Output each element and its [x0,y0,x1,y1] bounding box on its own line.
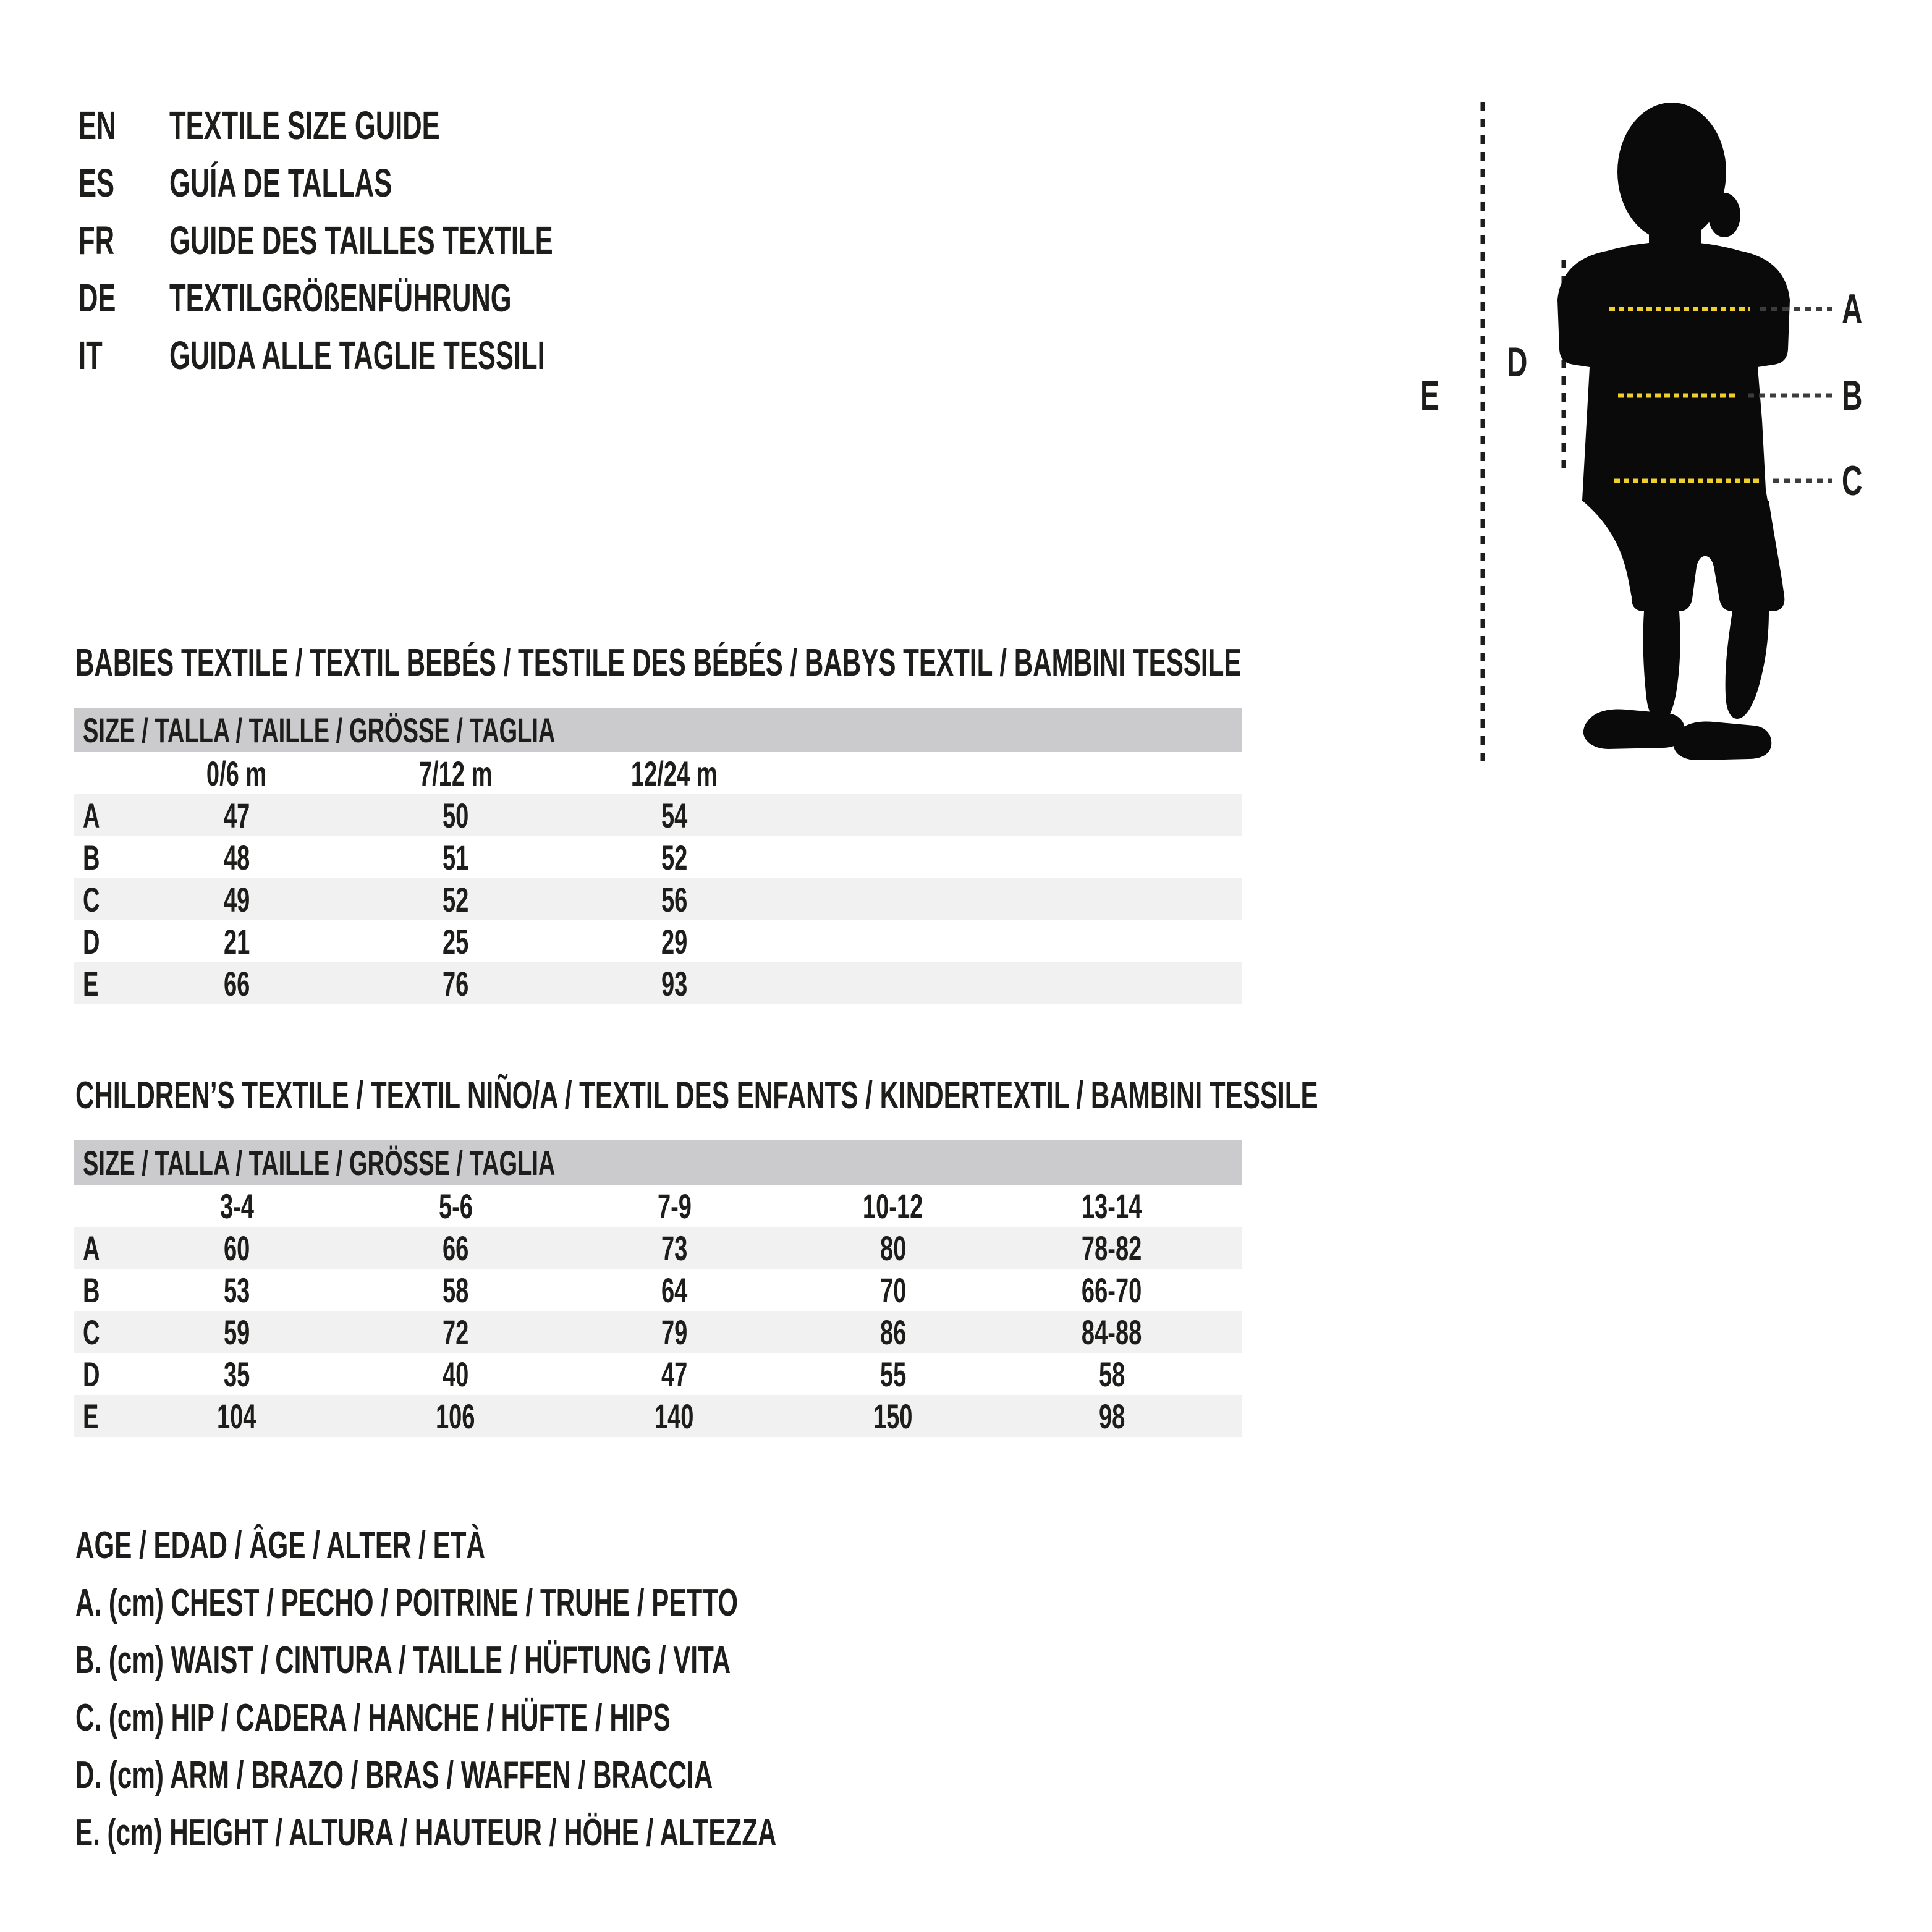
table-cell: 54 [661,795,688,835]
measurement-legend [75,1517,1106,1862]
figure-label-c: C [1842,457,1863,504]
children-section-title: CHILDREN’S TEXTILE / TEXTIL NIÑO/A / TEXTIL DES ENFANTS / KINDERTEXTIL / BAMBINI TESSILE [75,1074,1318,1117]
column-header: 5-6 [438,1186,473,1226]
table-cell: 35 [223,1354,250,1394]
silhouette-shirt [1557,242,1790,501]
legend-line-hip: C. (cm) HIP / CADERA / HANCHE / HÜFTE / HIPS [75,1697,671,1739]
table-cell: 86 [879,1312,907,1352]
language-code: DE [78,276,116,320]
table-row [74,794,1242,836]
language-title: TEXTILE SIZE GUIDE [169,103,440,148]
table-cell: 66 [223,964,250,1003]
table-cell: 49 [223,879,250,919]
table-cell: 93 [661,964,688,1003]
silhouette-hair [1708,193,1740,237]
row-label: C [83,1312,100,1352]
table-cell: 56 [661,879,688,919]
language-title: GUIDE DES TAILLES TEXTILE [169,218,553,263]
legend-line-chest: A. (cm) CHEST / PECHO / POITRINE / TRUHE / PETTO [75,1582,739,1624]
table-row [74,1311,1242,1353]
babies-table-header-band: SIZE / TALLA / TAILLE / GRÖSSE / TAGLIA [74,708,1242,752]
table-row [74,878,1242,920]
table-cell: 80 [879,1228,907,1268]
table-cell: 47 [661,1354,688,1394]
legend-line-arm: D. (cm) ARM / BRAZO / BRAS / WAFFEN / BRACCIA [75,1754,713,1797]
language-code: IT [78,333,103,378]
table-cell: 58 [442,1270,469,1310]
table-row [74,1395,1242,1437]
legend-line-age: AGE / EDAD / ÂGE / ALTER / ETÀ [75,1524,485,1567]
language-title: GUIDA ALLE TAGLIE TESSILI [169,333,545,378]
table-cell: 58 [1098,1354,1125,1394]
column-header: 0/6 m [206,753,267,793]
table-cell: 48 [223,837,250,877]
silhouette-left-shoe [1583,710,1685,749]
silhouette-shorts [1582,501,1784,611]
table-row [74,1353,1242,1395]
figure-label-b: B [1842,372,1863,419]
table-cell: 25 [442,922,469,961]
table-cell: 51 [442,837,469,877]
table-cell: 47 [223,795,250,835]
language-title: TEXTILGRÖßENFÜHRUNG [169,276,512,320]
table-cell: 40 [442,1354,469,1394]
legend-line-height: E. (cm) HEIGHT / ALTURA / HAUTEUR / HÖHE / ALTEZZA [75,1811,777,1854]
language-code: FR [78,218,115,263]
column-header: 13-14 [1082,1186,1142,1226]
row-label: B [83,837,100,877]
table-row [74,1269,1242,1311]
table-cell: 52 [661,837,688,877]
row-label: B [83,1270,100,1310]
children-column-header-row [74,1185,1242,1227]
row-label: E [83,1396,99,1436]
table-cell: 79 [661,1312,688,1352]
table-cell: 98 [1098,1396,1125,1436]
row-label: C [83,879,100,919]
language-title: GUÍA DE TALLAS [169,161,392,205]
row-label: D [83,922,100,961]
column-header: 10-12 [863,1186,923,1226]
table-cell: 64 [661,1270,688,1310]
table-cell: 21 [223,922,250,961]
table-row [74,920,1242,962]
table-cell: 60 [223,1228,250,1268]
silhouette-right-shoe [1674,722,1771,760]
language-code: ES [78,161,115,205]
figure-label-e: E [1420,372,1439,419]
table-cell: 140 [655,1396,694,1436]
babies-column-header-row [74,752,1242,794]
table-cell: 76 [442,964,469,1003]
table-cell: 104 [217,1396,256,1436]
language-code: EN [78,103,116,148]
row-label: D [83,1354,100,1394]
table-row [74,1227,1242,1269]
table-cell: 84-88 [1082,1312,1142,1352]
table-cell: 66 [442,1228,469,1268]
row-label: E [83,964,99,1003]
column-header: 7/12 m [418,753,493,793]
children-table-header-band: SIZE / TALLA / TAILLE / GRÖSSE / TAGLIA [74,1140,1242,1185]
table-cell: 29 [661,922,688,961]
figure-label-a: A [1842,286,1863,333]
table-cell: 73 [661,1228,688,1268]
table-cell: 70 [879,1270,907,1310]
table-cell: 50 [442,795,469,835]
babies-size-table [74,708,1242,1004]
table-cell: 72 [442,1312,469,1352]
table-cell: 59 [223,1312,250,1352]
table-cell: 53 [223,1270,250,1310]
table-cell: 78-82 [1082,1228,1142,1268]
column-header: 7-9 [657,1186,692,1226]
table-cell: 66-70 [1082,1270,1142,1310]
legend-line-waist: B. (cm) WAIST / CINTURA / TAILLE / HÜFTUNG / VITA [75,1639,731,1682]
table-cell: 106 [436,1396,475,1436]
babies-section-title: BABIES TEXTILE / TEXTIL BEBÉS / TESTILE DES BÉBÉS / BABYS TEXTIL / BAMBINI TESSILE [75,642,1242,684]
column-header: 3-4 [219,1186,254,1226]
table-row [74,962,1242,1004]
row-label: A [83,795,100,835]
row-label: A [83,1228,100,1268]
children-size-table [74,1140,1242,1437]
table-cell: 52 [442,879,469,919]
table-cell: 150 [873,1396,913,1436]
column-header: 12/24 m [631,753,718,793]
figure-label-d: D [1507,339,1528,386]
table-row [74,836,1242,878]
table-cell: 55 [879,1354,907,1394]
